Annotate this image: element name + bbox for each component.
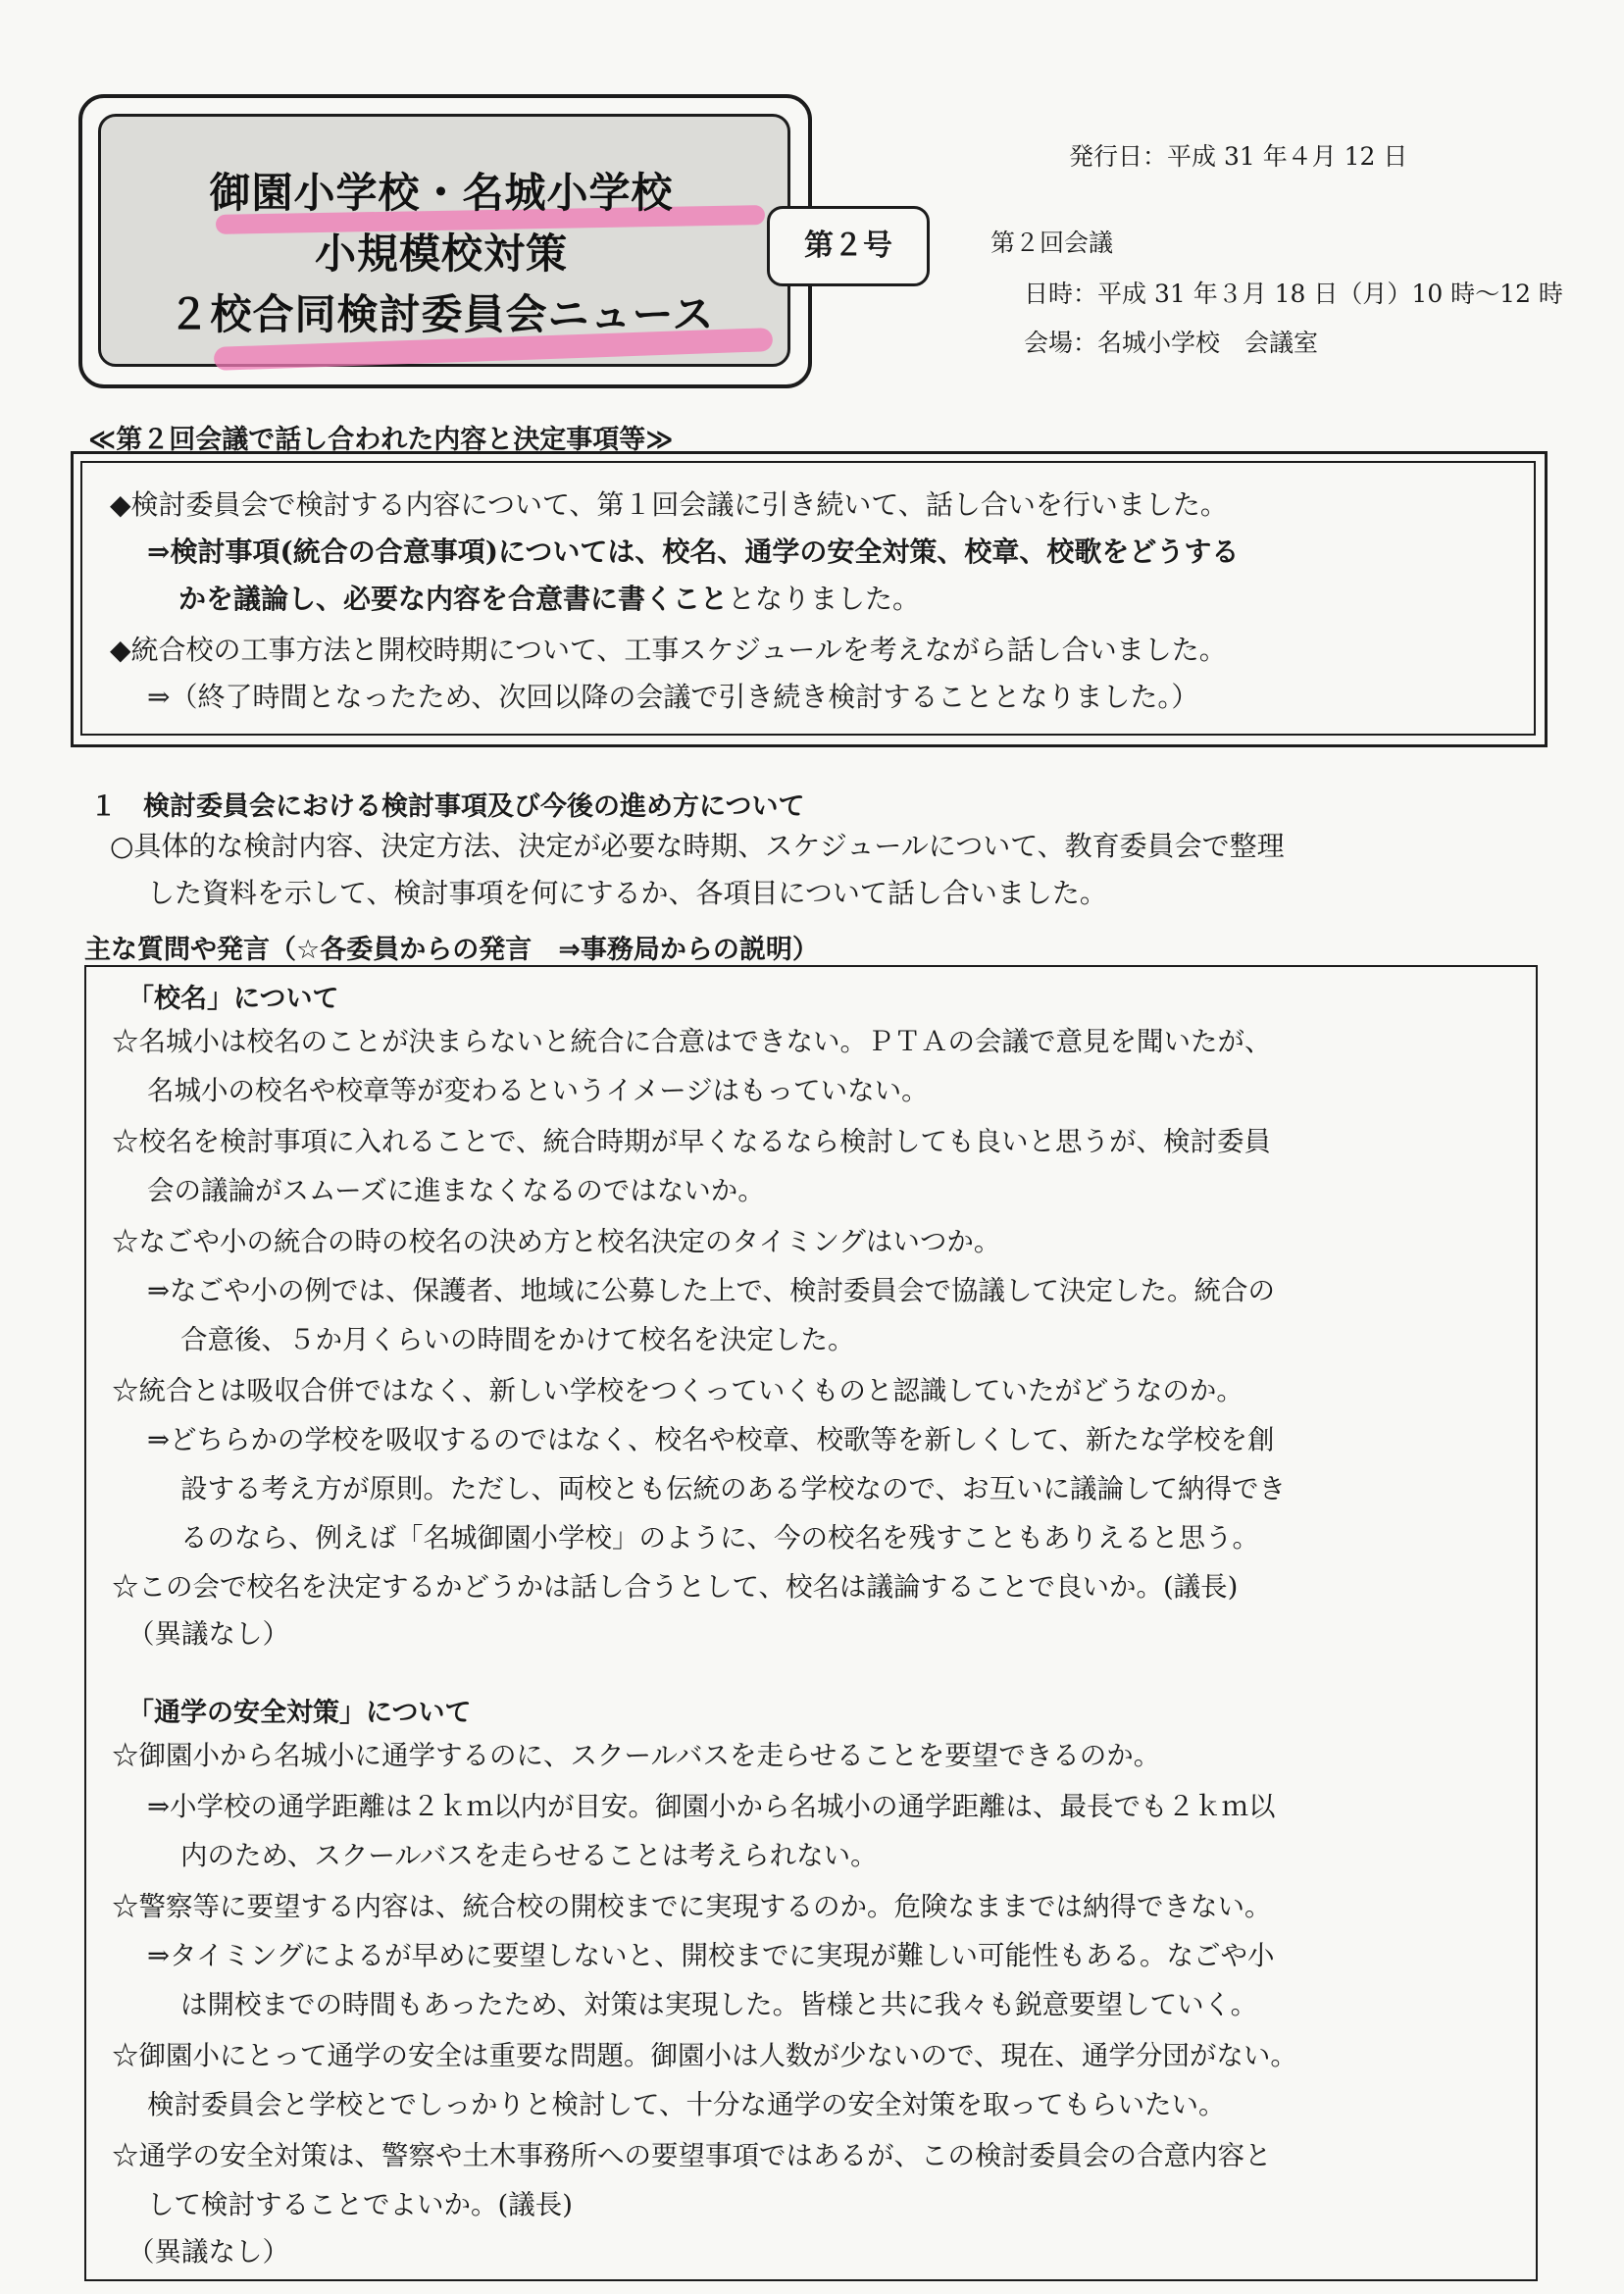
school-name-topic-title: 「校名」について (127, 984, 339, 1014)
issue-date: 発行日：平成 31 年４月 12 日 (1069, 142, 1408, 171)
section-1-heading: １ 検討委員会における検討事項及び今後の進め方について (90, 791, 805, 822)
qa-line: ⇒どちらかの学校を吸収するのではなく、校名や校章、校歌等を新しくして、新たな学校を創 (147, 1424, 1275, 1455)
qa-line: ☆名城小は校名のことが決まらないと統合に合意はできない。ＰＴＡの会議で意見を聞いたが、 (112, 1026, 1272, 1057)
qa-line: ☆校名を検討事項に入れることで、統合時期が早くなるなら検討しても良いと思うが、検討委員 (112, 1126, 1271, 1157)
title-line-2: 小規模校対策 (314, 229, 568, 278)
qa-line: ☆この会で校名を決定するかどうかは話し合うとして、校名は議論することで良いか。(議長) (112, 1571, 1239, 1603)
qa-line: 内のため、スクールバスを走らせることは考えられない。 (180, 1840, 878, 1871)
meeting-place: 会場：名城小学校 会議室 (1024, 329, 1319, 357)
qa-line: ☆警察等に要望する内容は、統合校の開校までに実現するのか。危険なままでは納得できない。 (112, 1891, 1272, 1922)
section-1-text: ○具体的な検討内容、決定方法、決定が必要な時期、スケジュールについて、教育委員会で整理 (110, 830, 1285, 862)
summary-plain-text: となりました。 (728, 583, 921, 615)
summary-bold-text: かを議論し、必要な内容を合意書に書くこと (178, 583, 729, 615)
qa-line: ☆統合とは吸収合併ではなく、新しい学校をつくっていくものと認識していたがどうなのか。 (112, 1375, 1243, 1406)
qa-line: は開校までの時間もあったため、対策は実現した。皆様と共に我々も鋭意要望していく。 (180, 1989, 1258, 2020)
section-1-text: した資料を示して、検討事項を何にするか、各項目について話し合いました。 (147, 877, 1107, 909)
commute-safety-topic-title: 「通学の安全対策」について (127, 1698, 472, 1728)
qa-line: ⇒なごや小の例では、保護者、地域に公募した上で、検討委員会で協議して決定した。統合の (147, 1275, 1275, 1306)
qa-line: ☆なごや小の統合の時の校名の決め方と校名決定のタイミングはいつか。 (112, 1226, 1001, 1257)
summary-item-1-detail: ⇒検討事項(統合の合意事項)については、校名、通学の安全対策、校章、校歌をどうする (147, 535, 1240, 568)
qa-line: 設する考え方が原則。ただし、両校とも伝統のある学校なので、お互いに議論して納得でき (180, 1473, 1286, 1504)
qa-line: 検討委員会と学校とでしっかりと検討して、十分な通学の安全対策を取ってもらいたい。 (147, 2089, 1226, 2120)
qa-line: ⇒小学校の通学距離は２ｋｍ以内が目安。御園小から名城小の通学距離は、最長でも２ｋｍ以 (147, 1791, 1276, 1822)
summary-item-1-detail-cont (178, 583, 920, 616)
qa-line: ⇒タイミングによるが早めに要望しないと、開校までに実現が難しい可能性もある。なごや小 (147, 1940, 1275, 1971)
summary-item-1: ◆検討委員会で検討する内容について、第１回会議に引き続いて、話し合いを行いました。 (110, 488, 1228, 521)
qa-line: ☆御園小にとって通学の安全は重要な問題。御園小は人数が少ないので、現在、通学分団がない。 (112, 2040, 1297, 2071)
qa-line: ☆御園小から名城小に通学するのに、スクールバスを走らせることを要望できるのか。 (112, 1740, 1161, 1771)
qa-line: 合意後、５か月くらいの時間をかけて校名を決定した。 (180, 1324, 855, 1355)
summary-heading: ≪第２回会議で話し合われた内容と決定事項等≫ (88, 425, 674, 455)
qa-line: （異議なし） (127, 1618, 289, 1650)
qa-line: （異議なし） (127, 2236, 289, 2268)
qa-box (84, 965, 1538, 2281)
title-line-1: 御園小学校・名城小学校 (209, 169, 674, 217)
qa-heading: 主な質問や発言（☆各委員からの発言 ⇒事務局からの説明） (84, 935, 819, 965)
qa-line: 名城小の校名や校章等が変わるというイメージはもっていない。 (147, 1075, 929, 1106)
meeting-name: 第２回会議 (990, 229, 1114, 257)
qa-line: して検討することでよいか。(議長) (147, 2189, 573, 2220)
qa-line: ☆通学の安全対策は、警察や土木事務所への要望事項ではあるが、この検討委員会の合意内容と (112, 2140, 1272, 2171)
qa-line: 会の議論がスムーズに進まなくなるのではないか。 (147, 1175, 765, 1206)
meeting-time: 日時：平成 31 年３月 18 日（月）10 時～12 時 (1024, 280, 1563, 308)
summary-item-2: ◆統合校の工事方法と開校時期について、工事スケジュールを考えながら話し合いました。 (110, 634, 1227, 666)
title-line-3: ２校合同検討委員会ニュース (168, 290, 715, 338)
qa-line: るのなら、例えば「名城御園小学校」のように、今の校名を残すこともありえると思う。 (180, 1522, 1259, 1554)
issue-number-badge: 第２号 (767, 206, 930, 286)
summary-item-2-detail: ⇒（終了時間となったため、次回以降の会議で引き続き検討することとなりました。） (147, 681, 1199, 713)
